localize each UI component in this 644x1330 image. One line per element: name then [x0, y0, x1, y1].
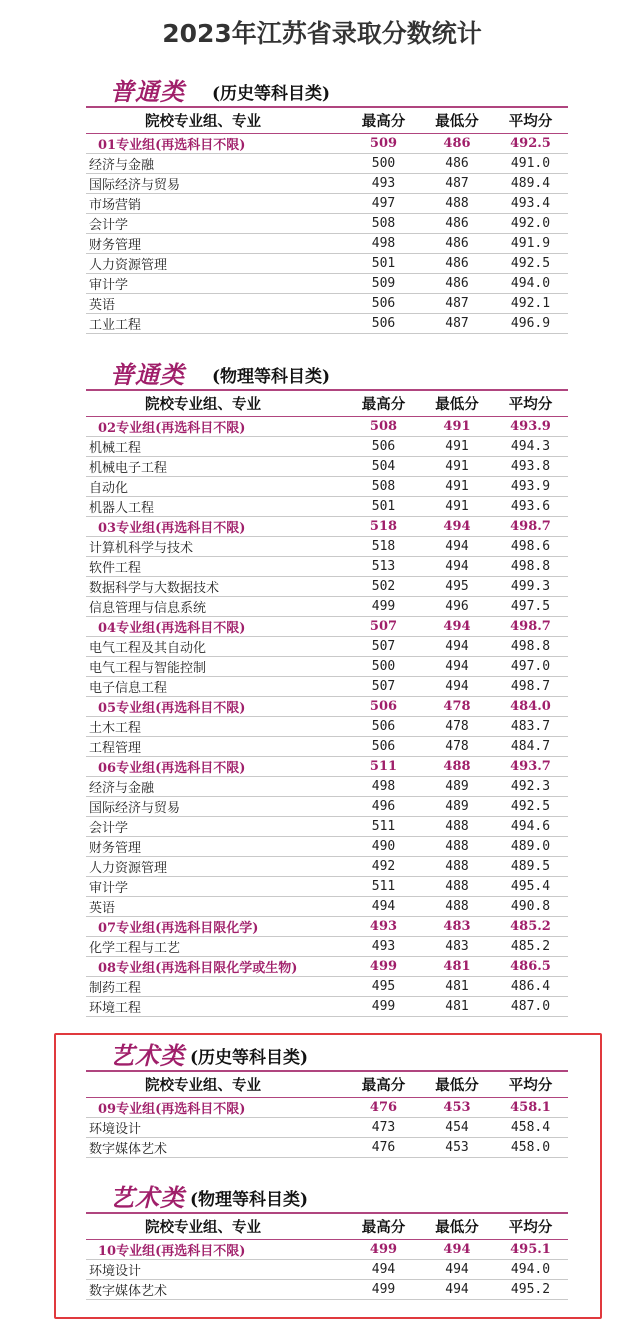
- min-score: 486: [421, 134, 493, 154]
- min-score: 487: [421, 174, 493, 194]
- max-score: 493: [346, 174, 421, 194]
- min-score: 491: [421, 497, 493, 517]
- major-name: 土木工程: [86, 717, 346, 737]
- avg-score: 492.5: [493, 254, 568, 274]
- group-row: [86, 917, 568, 937]
- min-score: 488: [421, 817, 493, 837]
- avg-score: 494.0: [493, 274, 568, 294]
- avg-score: 491.9: [493, 234, 568, 254]
- major-name: 机械工程: [86, 437, 346, 457]
- avg-score: 492.0: [493, 214, 568, 234]
- section-heading: [86, 1182, 568, 1214]
- max-score: 493: [346, 917, 421, 937]
- max-score: 476: [346, 1098, 421, 1118]
- max-score: 506: [346, 294, 421, 314]
- major-row: [86, 154, 568, 174]
- major-row: [86, 274, 568, 294]
- major-name: 自动化: [86, 477, 346, 497]
- max-score: 509: [346, 134, 421, 154]
- min-score: 489: [421, 777, 493, 797]
- major-name: 人力资源管理: [86, 857, 346, 877]
- score-table: [86, 1072, 568, 1158]
- avg-score: 489.4: [493, 174, 568, 194]
- major-row: [86, 294, 568, 314]
- major-name: 06专业组(再选科目不限): [86, 757, 346, 777]
- header-min-score: 最低分: [421, 1214, 493, 1240]
- major-name: 软件工程: [86, 557, 346, 577]
- header-min-score: 最低分: [421, 108, 493, 134]
- major-name: 03专业组(再选科目不限): [86, 517, 346, 537]
- max-score: 476: [346, 1138, 421, 1158]
- group-row: [86, 617, 568, 637]
- max-score: 507: [346, 617, 421, 637]
- avg-score: 486.5: [493, 957, 568, 977]
- max-score: 504: [346, 457, 421, 477]
- major-row: [86, 254, 568, 274]
- major-name: 环境设计: [86, 1260, 346, 1280]
- major-row: [86, 1138, 568, 1158]
- min-score: 494: [421, 537, 493, 557]
- max-score: 506: [346, 717, 421, 737]
- major-name: 经济与金融: [86, 154, 346, 174]
- avg-score: 490.8: [493, 897, 568, 917]
- major-name: 经济与金融: [86, 777, 346, 797]
- avg-score: 495.2: [493, 1280, 568, 1300]
- avg-score: 486.4: [493, 977, 568, 997]
- major-row: [86, 1280, 568, 1300]
- min-score: 494: [421, 1260, 493, 1280]
- major-name: 电气工程及其自动化: [86, 637, 346, 657]
- major-name: 机械电子工程: [86, 457, 346, 477]
- table-header-row: [86, 1072, 568, 1098]
- major-row: [86, 174, 568, 194]
- max-score: 497: [346, 194, 421, 214]
- max-score: 498: [346, 777, 421, 797]
- avg-score: 494.6: [493, 817, 568, 837]
- section-category: 普通类: [110, 77, 185, 106]
- min-score: 487: [421, 314, 493, 334]
- section-art-physics: [86, 1182, 568, 1300]
- avg-score: 493.4: [493, 194, 568, 214]
- section-category: 艺术类: [110, 1041, 185, 1070]
- min-score: 494: [421, 1280, 493, 1300]
- avg-score: 458.1: [493, 1098, 568, 1118]
- max-score: 507: [346, 637, 421, 657]
- major-name: 计算机科学与技术: [86, 537, 346, 557]
- avg-score: 494.3: [493, 437, 568, 457]
- major-name: 人力资源管理: [86, 254, 346, 274]
- major-name: 02专业组(再选科目不限): [86, 417, 346, 437]
- max-score: 500: [346, 657, 421, 677]
- avg-score: 483.7: [493, 717, 568, 737]
- header-min-score: 最低分: [421, 391, 493, 417]
- max-score: 506: [346, 697, 421, 717]
- min-score: 489: [421, 797, 493, 817]
- avg-score: 493.7: [493, 757, 568, 777]
- min-score: 486: [421, 214, 493, 234]
- avg-score: 499.3: [493, 577, 568, 597]
- max-score: 506: [346, 737, 421, 757]
- min-score: 487: [421, 294, 493, 314]
- group-row: [86, 697, 568, 717]
- avg-score: 484.7: [493, 737, 568, 757]
- major-row: [86, 234, 568, 254]
- avg-score: 498.8: [493, 557, 568, 577]
- group-row: [86, 1098, 568, 1118]
- group-row: [86, 957, 568, 977]
- major-row: [86, 314, 568, 334]
- max-score: 499: [346, 1240, 421, 1260]
- min-score: 495: [421, 577, 493, 597]
- max-score: 508: [346, 214, 421, 234]
- section-subject-type: (物理等科目类): [212, 367, 331, 387]
- min-score: 478: [421, 717, 493, 737]
- section-regular-history: [86, 76, 568, 334]
- min-score: 486: [421, 254, 493, 274]
- major-name: 审计学: [86, 274, 346, 294]
- min-score: 453: [421, 1098, 493, 1118]
- major-row: [86, 637, 568, 657]
- max-score: 473: [346, 1118, 421, 1138]
- max-score: 511: [346, 817, 421, 837]
- avg-score: 496.9: [493, 314, 568, 334]
- avg-score: 497.0: [493, 657, 568, 677]
- max-score: 507: [346, 677, 421, 697]
- max-score: 509: [346, 274, 421, 294]
- avg-score: 492.5: [493, 797, 568, 817]
- min-score: 494: [421, 557, 493, 577]
- major-name: 环境工程: [86, 997, 346, 1017]
- major-row: [86, 537, 568, 557]
- section-regular-physics: [86, 359, 568, 1017]
- major-name: 08专业组(再选科目限化学或生物): [86, 957, 346, 977]
- min-score: 478: [421, 737, 493, 757]
- major-name: 会计学: [86, 214, 346, 234]
- major-row: [86, 897, 568, 917]
- major-name: 化学工程与工艺: [86, 937, 346, 957]
- avg-score: 498.7: [493, 617, 568, 637]
- avg-score: 487.0: [493, 997, 568, 1017]
- avg-score: 498.6: [493, 537, 568, 557]
- major-row: [86, 194, 568, 214]
- header-max-score: 最高分: [346, 1214, 421, 1240]
- max-score: 498: [346, 234, 421, 254]
- max-score: 501: [346, 254, 421, 274]
- min-score: 491: [421, 417, 493, 437]
- major-row: [86, 557, 568, 577]
- major-name: 01专业组(再选科目不限): [86, 134, 346, 154]
- major-name: 财务管理: [86, 234, 346, 254]
- section-heading: [86, 76, 568, 108]
- max-score: 511: [346, 757, 421, 777]
- header-major: 院校专业组、专业: [86, 108, 346, 134]
- avg-score: 495.1: [493, 1240, 568, 1260]
- min-score: 481: [421, 977, 493, 997]
- avg-score: 484.0: [493, 697, 568, 717]
- min-score: 491: [421, 457, 493, 477]
- avg-score: 498.8: [493, 637, 568, 657]
- header-max-score: 最高分: [346, 391, 421, 417]
- major-row: [86, 837, 568, 857]
- min-score: 491: [421, 437, 493, 457]
- major-row: [86, 657, 568, 677]
- major-row: [86, 1118, 568, 1138]
- avg-score: 492.1: [493, 294, 568, 314]
- max-score: 500: [346, 154, 421, 174]
- header-avg-score: 平均分: [493, 391, 568, 417]
- major-name: 数据科学与大数据技术: [86, 577, 346, 597]
- min-score: 481: [421, 957, 493, 977]
- min-score: 488: [421, 837, 493, 857]
- major-row: [86, 737, 568, 757]
- avg-score: 493.9: [493, 477, 568, 497]
- min-score: 488: [421, 877, 493, 897]
- min-score: 453: [421, 1138, 493, 1158]
- avg-score: 489.0: [493, 837, 568, 857]
- score-table: [86, 1214, 568, 1300]
- major-row: [86, 997, 568, 1017]
- avg-score: 492.3: [493, 777, 568, 797]
- major-name: 机器人工程: [86, 497, 346, 517]
- table-header-row: [86, 108, 568, 134]
- table-header-row: [86, 391, 568, 417]
- max-score: 494: [346, 897, 421, 917]
- min-score: 488: [421, 857, 493, 877]
- min-score: 486: [421, 234, 493, 254]
- group-row: [86, 757, 568, 777]
- max-score: 492: [346, 857, 421, 877]
- max-score: 490: [346, 837, 421, 857]
- min-score: 488: [421, 897, 493, 917]
- header-major: 院校专业组、专业: [86, 1072, 346, 1098]
- avg-score: 493.6: [493, 497, 568, 517]
- section-category: 艺术类: [110, 1183, 185, 1212]
- section-category: 普通类: [110, 360, 185, 389]
- min-score: 486: [421, 154, 493, 174]
- avg-score: 498.7: [493, 677, 568, 697]
- section-subject-type: (历史等科目类): [190, 1048, 309, 1068]
- avg-score: 493.9: [493, 417, 568, 437]
- major-row: [86, 677, 568, 697]
- major-row: [86, 777, 568, 797]
- min-score: 494: [421, 1240, 493, 1260]
- max-score: 511: [346, 877, 421, 897]
- score-table: [86, 391, 568, 1017]
- major-name: 07专业组(再选科目限化学): [86, 917, 346, 937]
- header-max-score: 最高分: [346, 108, 421, 134]
- min-score: 483: [421, 917, 493, 937]
- section-heading: [86, 359, 568, 391]
- header-major: 院校专业组、专业: [86, 1214, 346, 1240]
- group-row: [86, 417, 568, 437]
- min-score: 483: [421, 937, 493, 957]
- header-avg-score: 平均分: [493, 1214, 568, 1240]
- min-score: 494: [421, 637, 493, 657]
- major-name: 国际经济与贸易: [86, 174, 346, 194]
- section-subject-type: (历史等科目类): [212, 84, 331, 104]
- major-name: 09专业组(再选科目不限): [86, 1098, 346, 1118]
- header-min-score: 最低分: [421, 1072, 493, 1098]
- max-score: 493: [346, 937, 421, 957]
- major-name: 国际经济与贸易: [86, 797, 346, 817]
- table-header-row: [86, 1214, 568, 1240]
- max-score: 506: [346, 437, 421, 457]
- major-row: [86, 817, 568, 837]
- avg-score: 491.0: [493, 154, 568, 174]
- major-row: [86, 437, 568, 457]
- major-row: [86, 937, 568, 957]
- major-row: [86, 214, 568, 234]
- major-row: [86, 857, 568, 877]
- major-row: [86, 477, 568, 497]
- min-score: 496: [421, 597, 493, 617]
- major-row: [86, 1260, 568, 1280]
- max-score: 513: [346, 557, 421, 577]
- min-score: 488: [421, 194, 493, 214]
- avg-score: 489.5: [493, 857, 568, 877]
- max-score: 518: [346, 517, 421, 537]
- major-row: [86, 577, 568, 597]
- major-name: 信息管理与信息系统: [86, 597, 346, 617]
- avg-score: 458.4: [493, 1118, 568, 1138]
- max-score: 499: [346, 1280, 421, 1300]
- max-score: 499: [346, 597, 421, 617]
- max-score: 506: [346, 314, 421, 334]
- avg-score: 494.0: [493, 1260, 568, 1280]
- header-avg-score: 平均分: [493, 1072, 568, 1098]
- min-score: 488: [421, 757, 493, 777]
- min-score: 494: [421, 617, 493, 637]
- max-score: 499: [346, 997, 421, 1017]
- min-score: 478: [421, 697, 493, 717]
- avg-score: 495.4: [493, 877, 568, 897]
- major-name: 市场营销: [86, 194, 346, 214]
- major-name: 审计学: [86, 877, 346, 897]
- major-row: [86, 717, 568, 737]
- major-row: [86, 457, 568, 477]
- max-score: 502: [346, 577, 421, 597]
- major-name: 会计学: [86, 817, 346, 837]
- max-score: 508: [346, 477, 421, 497]
- section-subject-type: (物理等科目类): [190, 1190, 309, 1210]
- major-name: 数字媒体艺术: [86, 1138, 346, 1158]
- major-name: 04专业组(再选科目不限): [86, 617, 346, 637]
- section-heading: [86, 1040, 568, 1072]
- major-name: 制药工程: [86, 977, 346, 997]
- major-name: 财务管理: [86, 837, 346, 857]
- major-name: 电气工程与智能控制: [86, 657, 346, 677]
- max-score: 508: [346, 417, 421, 437]
- avg-score: 492.5: [493, 134, 568, 154]
- avg-score: 497.5: [493, 597, 568, 617]
- max-score: 495: [346, 977, 421, 997]
- max-score: 518: [346, 537, 421, 557]
- avg-score: 485.2: [493, 937, 568, 957]
- header-max-score: 最高分: [346, 1072, 421, 1098]
- max-score: 496: [346, 797, 421, 817]
- min-score: 494: [421, 517, 493, 537]
- avg-score: 493.8: [493, 457, 568, 477]
- major-name: 环境设计: [86, 1118, 346, 1138]
- score-table: [86, 108, 568, 334]
- major-name: 电子信息工程: [86, 677, 346, 697]
- min-score: 481: [421, 997, 493, 1017]
- max-score: 494: [346, 1260, 421, 1280]
- avg-score: 458.0: [493, 1138, 568, 1158]
- major-row: [86, 597, 568, 617]
- min-score: 486: [421, 274, 493, 294]
- max-score: 499: [346, 957, 421, 977]
- group-row: [86, 1240, 568, 1260]
- header-avg-score: 平均分: [493, 108, 568, 134]
- major-name: 英语: [86, 294, 346, 314]
- major-row: [86, 977, 568, 997]
- page-title: 2023年江苏省录取分数统计: [162, 19, 482, 48]
- min-score: 491: [421, 477, 493, 497]
- min-score: 494: [421, 657, 493, 677]
- group-row: [86, 134, 568, 154]
- major-row: [86, 877, 568, 897]
- major-name: 05专业组(再选科目不限): [86, 697, 346, 717]
- major-name: 工业工程: [86, 314, 346, 334]
- min-score: 454: [421, 1118, 493, 1138]
- major-name: 数字媒体艺术: [86, 1280, 346, 1300]
- section-art-history: [86, 1040, 568, 1158]
- header-major: 院校专业组、专业: [86, 391, 346, 417]
- group-row: [86, 517, 568, 537]
- avg-score: 498.7: [493, 517, 568, 537]
- major-name: 工程管理: [86, 737, 346, 757]
- min-score: 494: [421, 677, 493, 697]
- major-name: 英语: [86, 897, 346, 917]
- major-name: 10专业组(再选科目不限): [86, 1240, 346, 1260]
- avg-score: 485.2: [493, 917, 568, 937]
- major-row: [86, 497, 568, 517]
- max-score: 501: [346, 497, 421, 517]
- major-row: [86, 797, 568, 817]
